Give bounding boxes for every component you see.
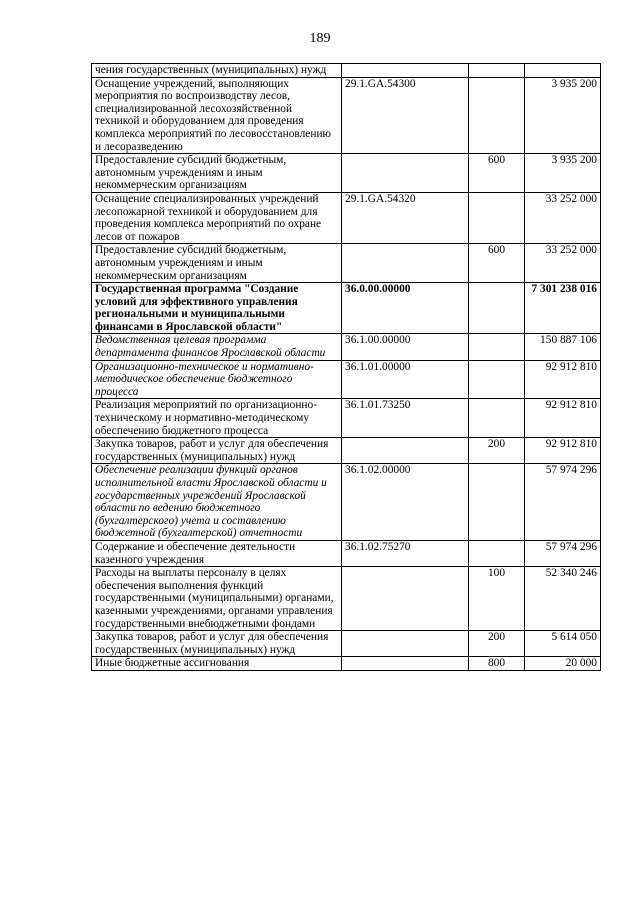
row-name-cell: Расходы на выплаты персоналу в целях обеспечения выполнения функций государственными (муниципальными) органами, казенными учреждениями, органами управления государственными внебюджетными фондами [92,567,342,631]
row-expense-type-cell: 200 [469,438,525,464]
row-expense-type-cell [469,540,525,566]
row-code-cell [342,631,469,657]
row-expense-type-cell [469,360,525,399]
table-row [92,360,601,399]
row-code-cell [342,154,469,193]
row-expense-type-cell: 800 [469,657,525,671]
row-code-cell [342,567,469,631]
row-code-cell [342,438,469,464]
row-name-cell: Оснащение специализированных учреждений лесопожарной техникой и оборудованием для проведения комплекса мероприятий по охране лесов от пожаров [92,192,342,243]
row-code-cell [342,244,469,283]
row-code-cell: 36.1.02.00000 [342,464,469,541]
row-amount-cell: 92 912 810 [525,360,601,399]
row-code-cell: 36.1.01.73250 [342,399,469,438]
row-expense-type-cell [469,77,525,154]
row-name-cell: Предоставление субсидий бюджетным, автономным учреждениям и иным некоммерческим организациям [92,244,342,283]
row-amount-cell: 3 935 200 [525,77,601,154]
row-amount-cell: 57 974 296 [525,464,601,541]
row-amount-cell: 3 935 200 [525,154,601,193]
table-row [92,540,601,566]
row-expense-type-cell [469,464,525,541]
row-name-cell: Иные бюджетные ассигнования [92,657,342,671]
row-amount-cell: 33 252 000 [525,192,601,243]
table-row [92,464,601,541]
row-amount-cell: 57 974 296 [525,540,601,566]
table-row [92,631,601,657]
table-row [92,283,601,334]
row-amount-cell: 52 340 246 [525,567,601,631]
row-code-cell: 36.1.00.00000 [342,334,469,360]
row-amount-cell: 7 301 238 016 [525,283,601,334]
row-amount-cell: 150 887 106 [525,334,601,360]
row-expense-type-cell: 200 [469,631,525,657]
row-amount-cell: 92 912 810 [525,399,601,438]
page-number: 189 [309,31,331,46]
row-name-cell: Реализация мероприятий по организационно-техническому и нормативно-методическому обеспечению бюджетного процесса [92,399,342,438]
row-code-cell: 29.1.GA.54320 [342,192,469,243]
row-expense-type-cell [469,192,525,243]
row-expense-type-cell [469,283,525,334]
row-expense-type-cell [469,399,525,438]
row-name-cell: Ведомственная целевая программа департамента финансов Ярославской области [92,334,342,360]
row-code-cell [342,657,469,671]
table-row [92,244,601,283]
budget-table-body [92,64,601,671]
row-name-cell: Содержание и обеспечение деятельности казенного учреждения [92,540,342,566]
row-name-cell: Организационно-техническое и нормативно-методическое обеспечение бюджетного процесса [92,360,342,399]
table-row [92,192,601,243]
row-name-cell: Оснащение учреждений, выполняющих мероприятия по воспроизводству лесов, специализированной лесохозяйственной техникой и оборудованием для проведения комплекса мероприятий по лесовосстановлению и лесоразведению [92,77,342,154]
table-row [92,438,601,464]
row-expense-type-cell [469,64,525,78]
row-name-cell: Государственная программа "Создание условий для эффективного управления региональными и муниципальными финансами в Ярославской области" [92,283,342,334]
budget-table [91,63,601,671]
table-row [92,657,601,671]
row-expense-type-cell: 600 [469,154,525,193]
row-name-cell: Закупка товаров, работ и услуг для обеспечения государственных (муниципальных) нужд [92,438,342,464]
row-amount-cell: 33 252 000 [525,244,601,283]
row-amount-cell: 92 912 810 [525,438,601,464]
row-name-cell: Закупка товаров, работ и услуг для обеспечения государственных (муниципальных) нужд [92,631,342,657]
table-row [92,77,601,154]
table-row [92,567,601,631]
row-amount-cell: 20 000 [525,657,601,671]
row-expense-type-cell [469,334,525,360]
row-code-cell: 36.1.02.75270 [342,540,469,566]
row-code-cell: 36.1.01.00000 [342,360,469,399]
row-amount-cell: 5 614 050 [525,631,601,657]
row-amount-cell [525,64,601,78]
table-row [92,154,601,193]
table-row [92,399,601,438]
table-row [92,64,601,78]
row-expense-type-cell: 600 [469,244,525,283]
row-code-cell: 36.0.00.00000 [342,283,469,334]
row-code-cell [342,64,469,78]
row-name-cell: Обеспечение реализации функций органов исполнительной власти Ярославской области и государственных учреждений Ярославской области по ведению бюджетного (бухгалтерского) учета и составлению бюджетной (бухгалтерской) отчетности [92,464,342,541]
table-row [92,334,601,360]
row-name-cell: Предоставление субсидий бюджетным, автономным учреждениям и иным некоммерческим организациям [92,154,342,193]
row-expense-type-cell: 100 [469,567,525,631]
row-name-cell: чения государственных (муниципальных) нужд [92,64,342,78]
row-code-cell: 29.1.GA.54300 [342,77,469,154]
